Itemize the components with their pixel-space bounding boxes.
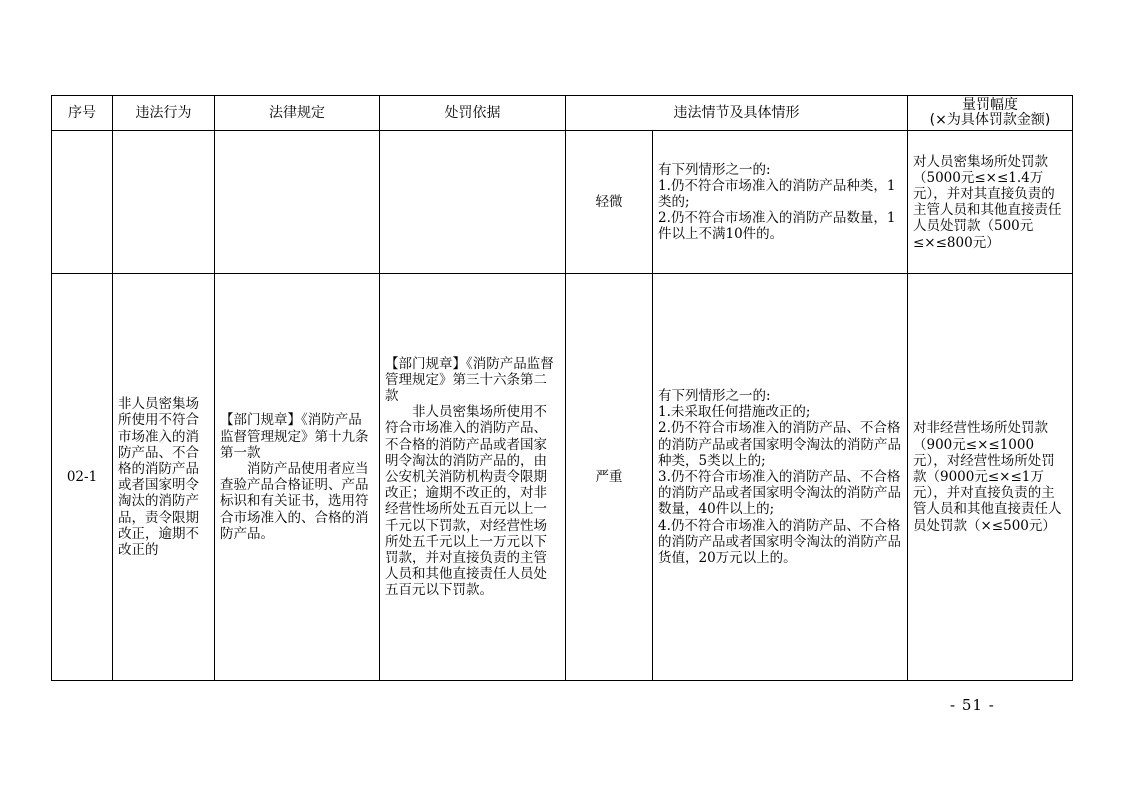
penalty-table — [51, 95, 1073, 681]
page-number: - 51 - — [950, 696, 995, 714]
row2-condition-4: 4.仍不符合市场准入的消防产品、不合格的消防产品或者国家明令淘汰的消防产品货值，20万元以上的。 — [658, 517, 901, 566]
row2-penalty: 对非经营性场所处罚款（900元≤×≤1000元），对经营性场所处罚款（9000元≤×≤1万元），并对直接负责的主管人员和其他直接责任人员处罚款（×≤500元） — [908, 274, 1073, 681]
header-circumstances: 违法情节及具体情形 — [566, 96, 908, 131]
row1-condition-0: 有下列情形之一的: — [658, 161, 771, 178]
row2-basis-title: 【部门规章】《消防产品监督管理规定》第三十六条第二款 — [385, 355, 554, 405]
row2-basis-body: 非人员密集场所使用不符合市场准入的消防产品、不合格的消防产品或者国家明令淘汰的消防产品的，由公安机关消防机构责令限期改正；逾期不改正的，对非经营性场所处五百元以上一千元以下罚款，对经营性场所处五千元以上一万元以下罚款，并对直接负责的主管人员和其他直接责任人员处五百元以下罚款。 — [385, 404, 547, 599]
header-violation: 违法行为 — [113, 96, 215, 131]
header-penalty — [908, 96, 1073, 131]
row1-penalty: 对人员密集场所处罚款（5000元≤×≤1.4万元），并对其直接负责的主管人员和其他直接责任人员处罚款（500元≤×≤800元） — [908, 131, 1073, 274]
table-row — [52, 131, 1073, 274]
header-law: 法律规定 — [215, 96, 380, 131]
row1-level: 轻微 — [566, 131, 653, 274]
row2-condition-2: 2.仍不符合市场准入的消防产品、不合格的消防产品或者国家明令淘汰的消防产品种类，5类以上的; — [658, 420, 901, 469]
row2-condition-1: 1.未采取任何措施改正的; — [658, 404, 811, 421]
row1-law-cell — [215, 131, 380, 274]
row1-condition-2: 2.仍不符合市场准入的消防产品数量，1件以上不满10件的。 — [658, 210, 896, 243]
header-seq: 序号 — [52, 96, 113, 131]
row2-basis-cell — [380, 274, 566, 681]
row2-conditions — [653, 274, 908, 681]
row2-law-cell — [215, 274, 380, 681]
row2-condition-3: 3.仍不符合市场准入的消防产品、不合格的消防产品或者国家明令淘汰的消防产品数量，40件以上的; — [658, 469, 901, 518]
row2-violation: 非人员密集场所使用不符合市场准入的消防产品、不合格的消防产品或者国家明令淘汰的消防产品，责令限期改正，逾期不改正的 — [113, 274, 215, 681]
row1-conditions — [653, 131, 908, 274]
header-penalty-line1: 量罚幅度 — [962, 97, 1018, 114]
row2-law-body: 消防产品使用者应当查验产品合格证明、产品标识和有关证书，选用符合市场准入的、合格的消防产品。 — [220, 460, 369, 542]
row2-seq: 02-1 — [52, 274, 113, 681]
table-row — [52, 274, 1073, 681]
header-basis: 处罚依据 — [380, 96, 566, 131]
row2-level: 严重 — [566, 274, 653, 681]
header-row — [52, 96, 1073, 131]
row1-violation-cell — [113, 131, 215, 274]
row1-condition-1: 1.仍不符合市场准入的消防产品种类，1类的; — [658, 177, 896, 211]
row2-law-title: 【部门规章】《消防产品监督管理规定》第十九条第一款 — [220, 412, 369, 461]
row2-condition-0: 有下列情形之一的: — [658, 388, 771, 405]
header-penalty-line2: (×为具体罚款金额) — [929, 112, 1051, 129]
row1-basis-cell — [380, 131, 566, 274]
row1-seq-cell — [52, 131, 113, 274]
